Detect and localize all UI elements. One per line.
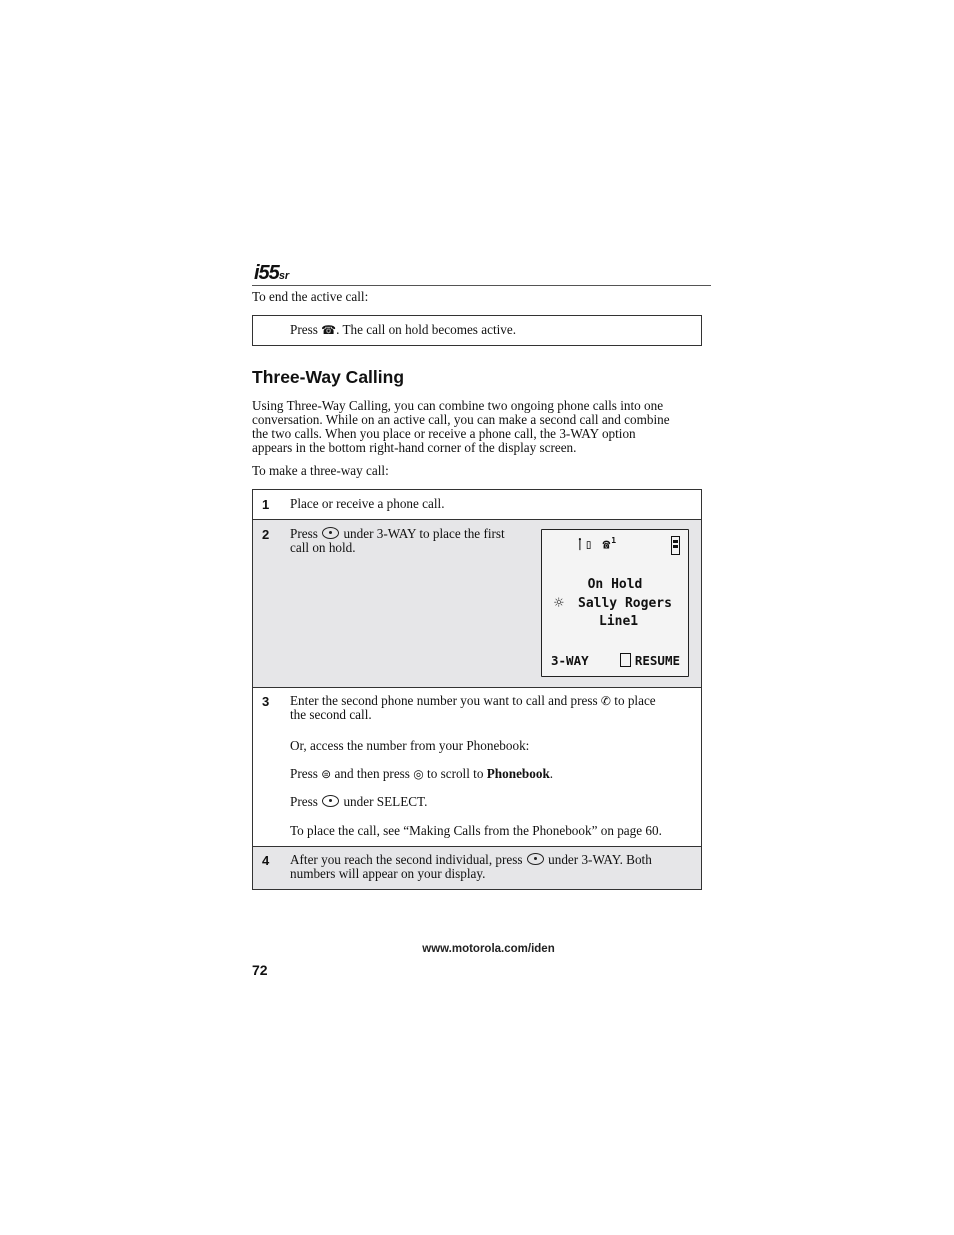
header-rule <box>252 285 711 286</box>
step-number: 1 <box>262 497 270 512</box>
make-call-text: To make a three-way call: <box>252 463 389 478</box>
contact-icon: ☼ <box>554 593 564 612</box>
step-text: Enter the second phone number you want to call and press ✆ to place the second call. Or, access the number from your Phonebook: Press ⊜ and then press ◎ to scroll to Phonebook. Press under SELECT. To place the call, see “Making Calls from the Phonebook” on page 60. <box>290 693 662 838</box>
step-number: 2 <box>262 527 270 542</box>
battery-icon <box>671 536 680 555</box>
section-title: Three-Way Calling <box>252 367 405 387</box>
page-number: 72 <box>252 962 268 978</box>
softkey-icon <box>322 527 339 539</box>
menu-key-icon: ⊜ <box>321 767 332 781</box>
display-line-3: Line1 <box>599 614 639 629</box>
end-key-icon: ☎ <box>321 323 337 337</box>
intro-end-text: To end the active call: <box>252 289 369 304</box>
end-call-box <box>252 315 702 346</box>
step-text: Press under 3-WAY to place the first call on hold. <box>290 526 505 555</box>
display-line-2: Sally Rogers <box>578 596 672 611</box>
phone-display <box>541 529 689 677</box>
step-row <box>253 490 701 519</box>
step-row <box>253 687 701 846</box>
product-logo: i55sr <box>254 262 290 284</box>
send-key-icon: ✆ <box>600 694 611 708</box>
step-text: After you reach the second individual, press under 3-WAY. Both numbers will appear on your display. <box>290 852 652 881</box>
step-number: 4 <box>262 853 270 868</box>
signal-icon: ᛙ▯ ☎$^1$ <box>576 536 618 553</box>
scroll-key-icon: ◎ <box>413 767 424 781</box>
softkey-icon <box>322 795 339 807</box>
steps-table <box>252 489 702 890</box>
menu-icon <box>620 653 631 667</box>
step-row <box>253 846 701 889</box>
section-paragraph: Using Three-Way Calling, you can combine two ongoing phone calls into one conversation. While on an active call, you can make a second call and combine the two calls. When you place or receive a phone call, the 3-WAY option appears in the bottom right-hand corner of the display screen. <box>252 398 670 455</box>
display-line-1: On Hold <box>587 577 643 592</box>
step-text: Place or receive a phone call. <box>290 496 445 511</box>
footer-url: www.motorola.com/iden <box>422 943 555 955</box>
softkey-icon <box>527 853 544 865</box>
softkey-left: 3-WAY <box>551 653 589 668</box>
end-call-instruction: Press ☎. The call on hold becomes active. <box>290 322 517 337</box>
softkey-right: RESUME <box>620 653 680 668</box>
step-row <box>253 519 701 687</box>
step-number: 3 <box>262 694 270 709</box>
